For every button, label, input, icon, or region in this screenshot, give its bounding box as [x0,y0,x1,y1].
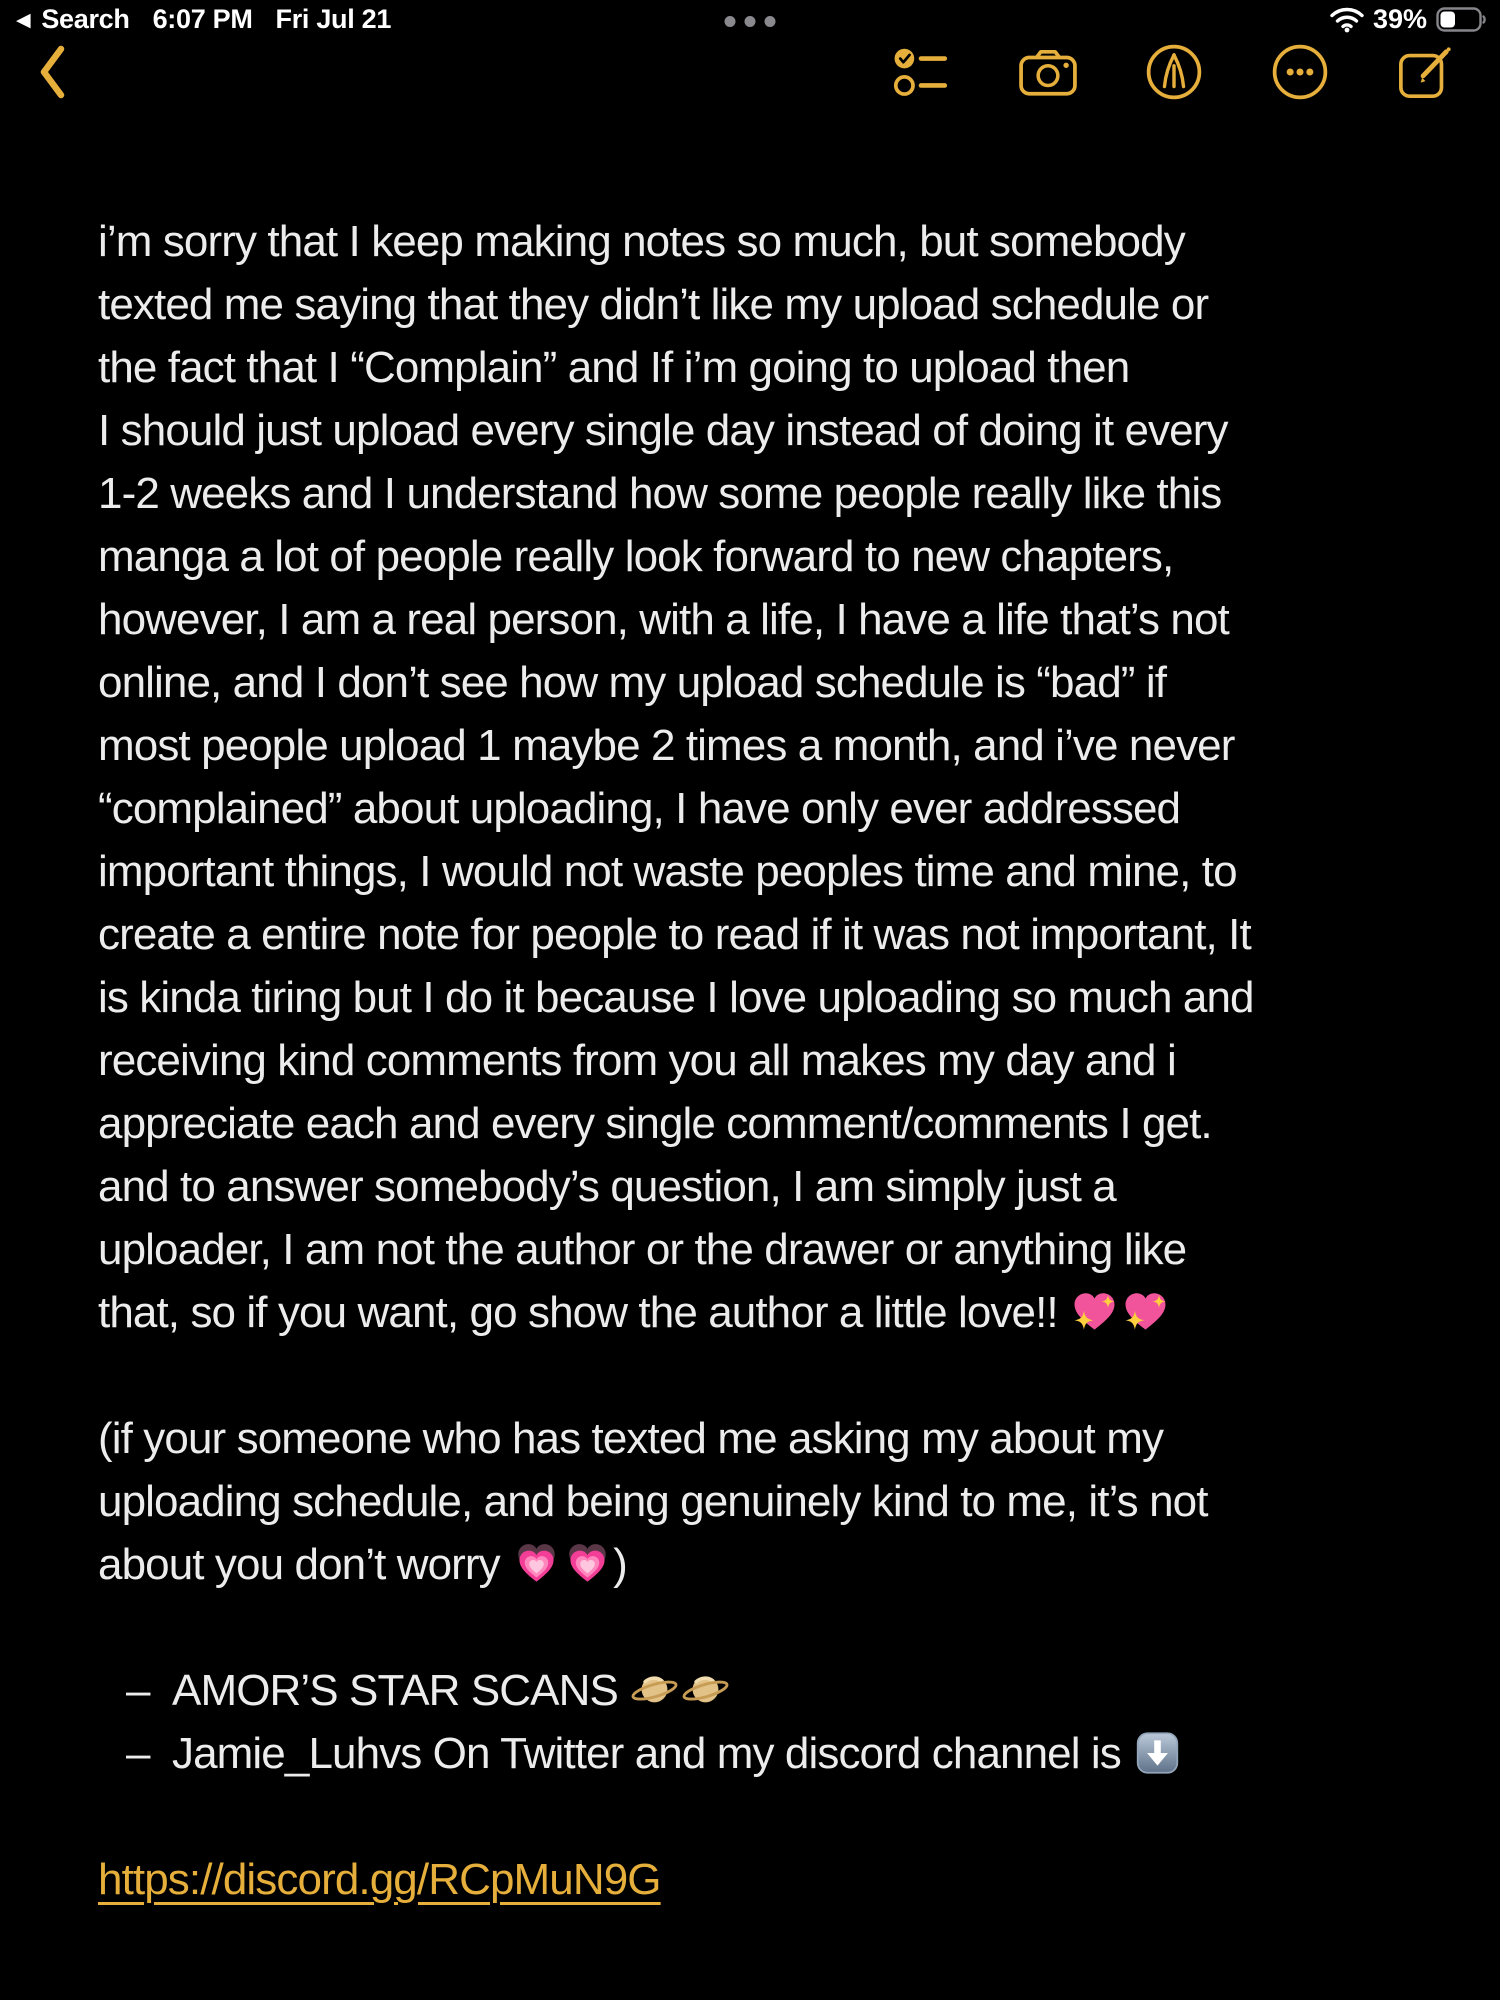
status-date: Fri Jul 21 [275,4,392,34]
list-item-text: Jamie_Luhvs On Twitter and my discord channel is [172,1722,1183,1785]
status-time: 6:07 PM [152,4,253,34]
camera-button[interactable] [1019,42,1077,102]
markup-button[interactable] [1145,42,1203,102]
note-line: manga a lot of people really look forward to new chapters, [98,532,1174,581]
discord-link[interactable]: https://discord.gg/RCpMuN9G [98,1855,661,1904]
camera-icon [1019,42,1077,102]
battery-percent: 39% [1372,4,1427,34]
handle-dot-icon [745,16,756,27]
dash-bullet: – [126,1729,150,1778]
note-line: I should just upload every single day instead of doing it every [98,406,1228,455]
note-line: is kinda tiring but I do it because I love uploading so much and [98,973,1254,1022]
compose-button[interactable] [1397,42,1455,102]
status-bar [0,0,1500,38]
note-line: most people upload 1 maybe 2 times a month, and i’ve never [98,721,1235,770]
note-line: create a entire note for people to read if it was not important, It [98,910,1251,959]
dash-list-item [98,1659,1468,1722]
note-block-paragraph [98,210,1468,1344]
note-line: that, so if you want, go show the author a little love!! [98,1281,1468,1344]
growing-heart-emoji [513,1542,560,1586]
dash-bullet: – [126,1666,150,1715]
dash-list-item [98,1722,1468,1785]
note-line: uploading schedule, and being genuinely kind to me, it’s not [98,1477,1208,1526]
handle-dot-icon [725,16,736,27]
checklist-button[interactable] [893,42,951,102]
back-button[interactable] [34,42,70,102]
back-to-app-indicator-icon: ◀ [16,10,31,31]
ringed-planet-emoji [631,1668,678,1712]
note-line: about you don’t worry ) [98,1540,627,1589]
compose-icon [1397,42,1455,102]
multitasking-handle[interactable] [725,16,776,27]
list-item-text: AMOR’S STAR SCANS [172,1659,731,1722]
note-line: uploader, I am not the author or the drawer or anything like [98,1225,1187,1274]
note-line: the fact that I “Complain” and If i’m going to upload then [98,343,1130,392]
sparkling-heart-emoji [1071,1290,1118,1334]
ringed-planet-emoji [682,1668,729,1712]
battery-icon [1436,6,1488,33]
wifi-icon [1330,7,1364,33]
growing-heart-emoji [564,1542,611,1586]
note-line: important things, I would not waste peoples time and mine, to [98,847,1237,896]
note-line: receiving kind comments from you all makes my day and i [98,1036,1176,1085]
more-icon [1271,42,1329,102]
note-line: i’m sorry that I keep making notes so much, but somebody [98,217,1185,266]
note-line: “complained” about uploading, I have only ever addressed [98,784,1181,833]
note-block-dash_list [98,1659,1468,1785]
note-line: however, I am a real person, with a life, I have a life that’s not [98,595,1229,644]
note-line: (if your someone who has texted me asking my about my [98,1414,1164,1463]
back-to-app-label[interactable]: Search [41,4,130,34]
sparkling-heart-emoji [1122,1290,1169,1334]
note-line: appreciate each and every single comment/comments I get. [98,1099,1212,1148]
note-line: 1-2 weeks and I understand how some people really like this [98,469,1222,518]
more-button[interactable] [1271,42,1329,102]
note-line: and to answer somebody’s question, I am simply just a [98,1162,1116,1211]
checklist-icon [893,42,951,102]
markup-icon [1145,42,1203,102]
note-body[interactable] [98,210,1468,1911]
back-chevron-icon [34,42,70,102]
down-arrow-emoji [1134,1731,1181,1775]
note-line: online, and I don’t see how my upload schedule is “bad” if [98,658,1167,707]
handle-dot-icon [765,16,776,27]
note-block-paragraph [98,1407,1468,1596]
note-line: texted me saying that they didn’t like my upload schedule or [98,280,1209,329]
note-block-link [98,1848,1468,1911]
